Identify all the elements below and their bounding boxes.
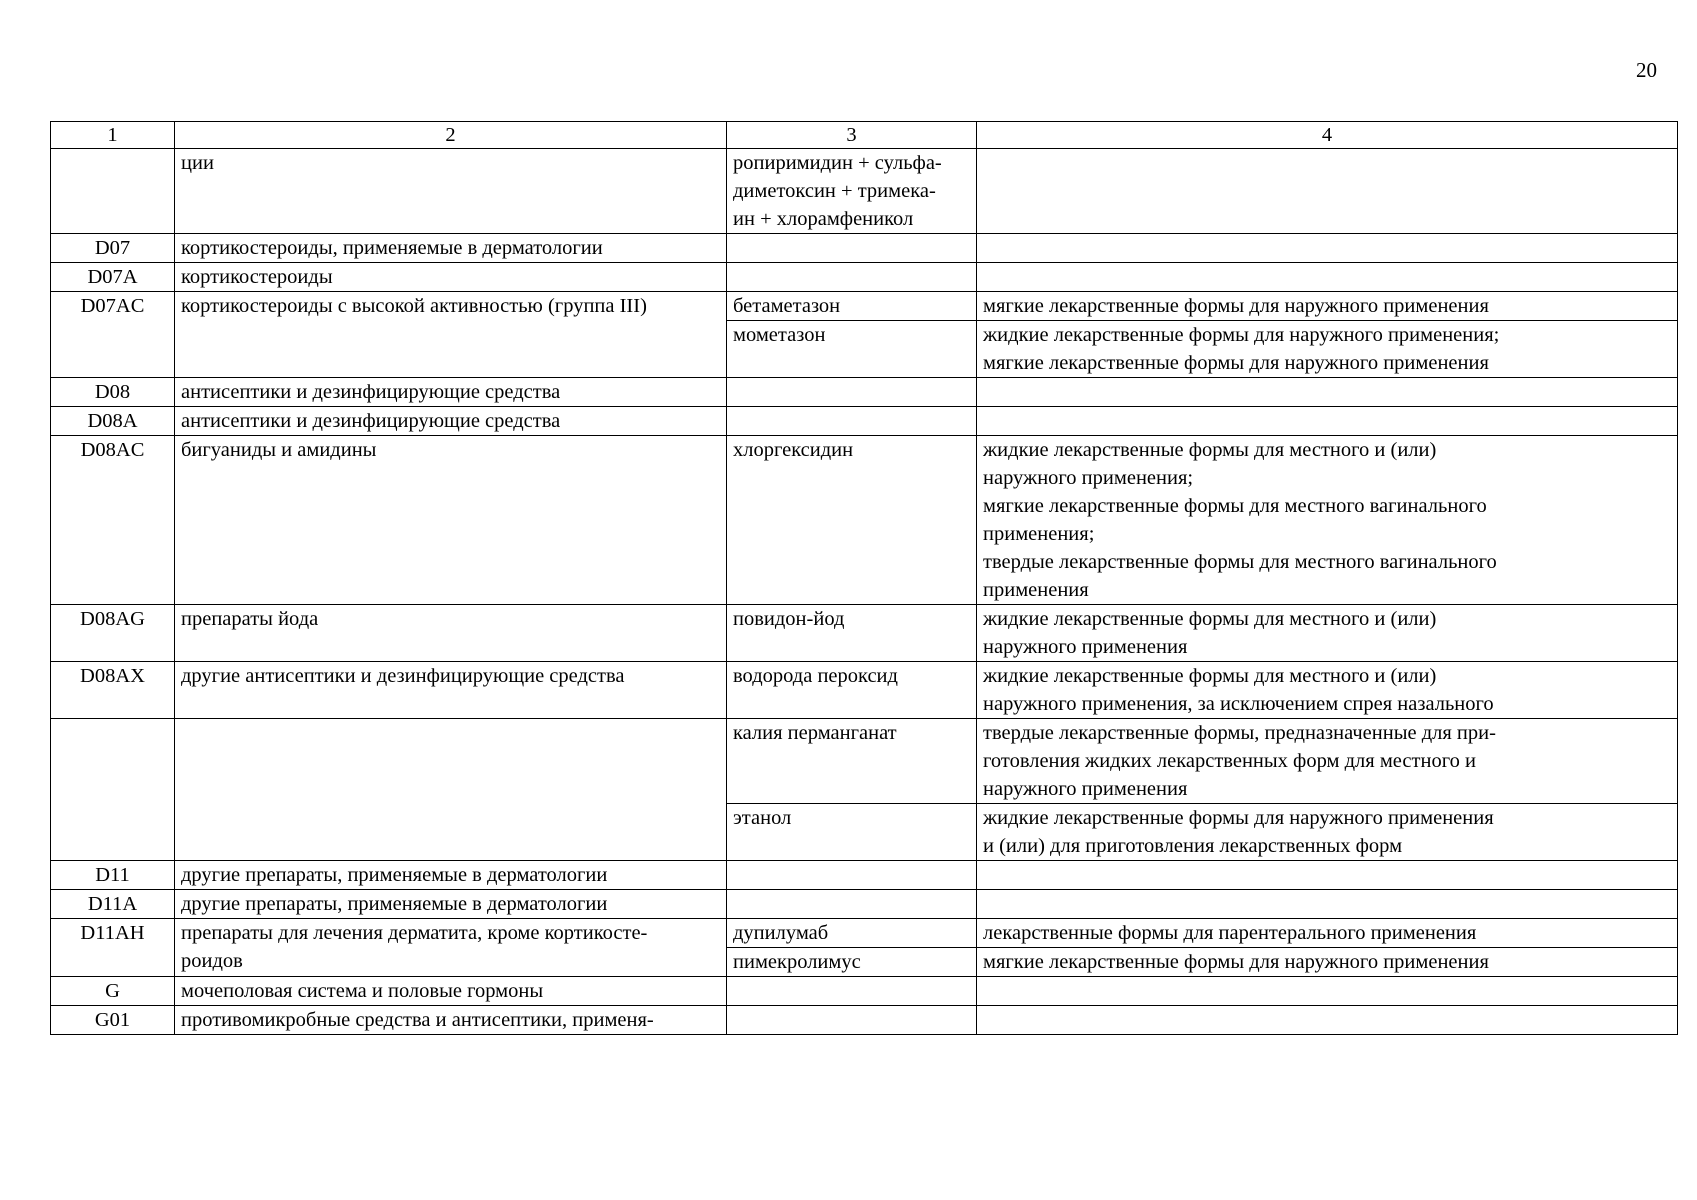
drug-name-line [733,861,970,889]
drug-entry [733,890,970,918]
dosage-form-line [983,1006,1671,1034]
atc-code-cell: D07AC [51,292,175,378]
dosage-form-entry [977,320,1677,377]
table-row [51,605,1678,662]
dosage-form-line: применения; [983,523,1095,545]
dosage-form-line [983,149,1671,177]
atc-code-cell: D08AX [51,662,175,719]
table-row [51,234,1678,263]
drug-entry [733,407,970,435]
dosage-form-line: мягкие лекарственные формы для наружного применения [983,951,1489,973]
drug-name-line [733,977,970,1005]
drug-entry [733,263,970,291]
drug-cell [727,378,977,407]
dosage-form-line: применения [983,579,1089,601]
drug-entry [727,803,976,860]
group-name-line: антисептики и дезинфицирующие средства [181,381,561,403]
drug-cell [727,977,977,1006]
group-name-cell [175,1006,727,1035]
atc-code-cell: D08A [51,407,175,436]
drug-entry [733,719,970,803]
drug-cell [727,919,977,977]
table-header-row [51,122,1678,149]
group-name-line: антисептики и дезинфицирующие средства [181,410,561,432]
drug-entry [733,234,970,262]
drug-entry [733,605,970,661]
atc-code-cell: D07A [51,263,175,292]
atc-code-cell [51,719,175,861]
drug-cell [727,861,977,890]
dosage-form-entry [977,803,1677,860]
dosage-form-entry [983,1006,1671,1034]
dosage-form-cell [977,263,1678,292]
dosage-form-line: мягкие лекарственные формы для наружного применения [983,295,1489,317]
table-row [51,436,1678,605]
group-name-line: ции [181,152,214,174]
drug-name-line: этанол [733,807,792,829]
drug-entry [733,1006,970,1034]
dosage-form-entry [983,977,1671,1005]
table-row [51,1006,1678,1035]
drug-name-line [733,263,970,291]
header-cell-4: 4 [977,122,1678,149]
group-name-cell [175,919,727,977]
dosage-form-entry [983,436,1671,604]
drug-entry [733,919,970,947]
dosage-form-line: готовления жидких лекарственных форм для местного и [983,750,1476,772]
dosage-form-cell [977,292,1678,378]
group-name-cell [175,292,727,378]
header-cell-1: 1 [51,122,175,149]
dosage-form-entry [983,662,1671,718]
dosage-form-entry [983,378,1671,406]
group-name-cell [175,605,727,662]
group-name-cell [175,407,727,436]
dosage-form-cell [977,919,1678,977]
group-name-line: кортикостероиды [181,266,333,288]
drug-entry [733,436,970,604]
drug-entry [733,861,970,889]
group-name-cell [175,234,727,263]
group-name-line: препараты для лечения дерматита, кроме кортикосте- [181,922,648,944]
drug-name-line [733,378,970,406]
atc-code-cell [51,149,175,234]
drug-name-line: хлоргексидин [733,439,854,461]
drug-entry [733,378,970,406]
atc-code-cell: G01 [51,1006,175,1035]
drug-name-line: диметоксин + тримека- [733,180,936,202]
dosage-form-line [983,977,1671,1005]
group-name-line: другие препараты, применяемые в дерматологии [181,864,608,886]
dosage-form-cell [977,977,1678,1006]
group-name-line: препараты йода [181,608,319,630]
atc-code-cell: G [51,977,175,1006]
atc-code-cell: D11 [51,861,175,890]
medication-table-body [51,122,1678,1035]
dosage-form-line: наружного применения [983,778,1188,800]
group-name-cell [175,263,727,292]
drug-entry [733,662,970,718]
group-name-line: кортикостероиды с высокой активностью (группа III) [181,295,647,317]
dosage-form-line: жидкие лекарственные формы для местного и (или) [983,665,1437,687]
group-name-cell [175,149,727,234]
group-name-cell [175,977,727,1006]
medication-table [50,121,1678,1035]
group-name-cell [175,861,727,890]
group-name-line: кортикостероиды, применяемые в дерматологии [181,237,603,259]
atc-code-cell: D08 [51,378,175,407]
group-name-line [181,719,720,747]
drug-entry [733,149,970,233]
dosage-form-cell [977,861,1678,890]
group-name-line: другие антисептики и дезинфицирующие средства [181,665,625,687]
dosage-form-line: жидкие лекарственные формы для местного и (или) [983,439,1437,461]
drug-cell [727,436,977,605]
table-row [51,919,1678,977]
group-name-line: роидов [181,950,243,972]
drug-name-line: пимекролимус [733,951,861,973]
dosage-form-entry [977,947,1677,976]
drug-cell [727,234,977,263]
dosage-form-line [983,234,1671,262]
table-row [51,407,1678,436]
drug-cell [727,890,977,919]
group-name-cell [175,890,727,919]
dosage-form-entry [983,263,1671,291]
atc-code-cell: D08AC [51,436,175,605]
dosage-form-line [983,861,1671,889]
dosage-form-entry [983,605,1671,661]
dosage-form-line: лекарственные формы для парентерального применения [983,922,1477,944]
table-row [51,292,1678,378]
group-name-line: противомикробные средства и антисептики, применя- [181,1009,654,1031]
drug-name-line [733,234,970,262]
dosage-form-line [983,378,1671,406]
dosage-form-line: жидкие лекарственные формы для наружного применения; [983,324,1500,346]
drug-cell [727,719,977,861]
drug-name-line: бетаметазон [733,295,841,317]
dosage-form-entry [983,919,1671,947]
drug-entry [727,947,976,976]
drug-cell [727,292,977,378]
dosage-form-line: наружного применения, за исключением спрея назального [983,693,1494,715]
drug-cell [727,407,977,436]
atc-code-cell: D07 [51,234,175,263]
dosage-form-cell [977,407,1678,436]
drug-cell [727,605,977,662]
dosage-form-cell [977,1006,1678,1035]
group-name-line: мочеполовая система и половые гормоны [181,980,544,1002]
atc-code-cell: D08AG [51,605,175,662]
table-row [51,977,1678,1006]
drug-name-line [733,1006,970,1034]
group-name-cell [175,378,727,407]
drug-name-line: дупилумаб [733,922,829,944]
table-row [51,890,1678,919]
dosage-form-cell [977,436,1678,605]
group-name-cell [175,719,727,861]
header-cell-3: 3 [727,122,977,149]
dosage-form-entry [983,890,1671,918]
atc-code-cell: D11A [51,890,175,919]
dosage-form-entry [983,719,1671,803]
drug-name-line [733,890,970,918]
dosage-form-cell [977,149,1678,234]
dosage-form-cell [977,605,1678,662]
drug-name-line: ин + хлорамфеникол [733,208,914,230]
drug-cell [727,1006,977,1035]
page-number: 20 [1636,58,1657,82]
dosage-form-line [983,407,1671,435]
dosage-form-entry [983,292,1671,320]
dosage-form-line: жидкие лекарственные формы для местного и (или) [983,608,1437,630]
dosage-form-cell [977,662,1678,719]
drug-cell [727,662,977,719]
drug-entry [727,320,976,377]
table-row [51,861,1678,890]
dosage-form-cell [977,719,1678,861]
group-name-line: другие препараты, применяемые в дерматологии [181,893,608,915]
drug-name-line: мометазон [733,324,826,346]
table-row [51,378,1678,407]
drug-cell [727,263,977,292]
atc-code-cell: D11AH [51,919,175,977]
drug-name-line [733,407,970,435]
dosage-form-cell [977,234,1678,263]
dosage-form-cell [977,378,1678,407]
dosage-form-line: твердые лекарственные формы для местного вагинального [983,551,1497,573]
drug-name-line: повидон-йод [733,608,845,630]
group-name-cell [175,436,727,605]
dosage-form-entry [983,234,1671,262]
dosage-form-entry [983,407,1671,435]
header-cell-2: 2 [175,122,727,149]
dosage-form-entry [983,861,1671,889]
dosage-form-line: и (или) для приготовления лекарственных форм [983,835,1403,857]
dosage-form-line: твердые лекарственные формы, предназначенные для при- [983,722,1496,744]
dosage-form-entry [983,149,1671,233]
table-row [51,263,1678,292]
drug-entry [733,977,970,1005]
table-row [51,719,1678,861]
dosage-form-line: мягкие лекарственные формы для наружного применения [983,352,1489,374]
dosage-form-line: жидкие лекарственные формы для наружного применения [983,807,1494,829]
dosage-form-line: мягкие лекарственные формы для местного вагинального [983,495,1487,517]
drug-entry [733,292,970,320]
table-row [51,149,1678,234]
dosage-form-cell [977,890,1678,919]
table-row [51,662,1678,719]
dosage-form-line: наружного применения; [983,467,1194,489]
drug-cell [727,149,977,234]
group-name-line: бигуаниды и амидины [181,439,377,461]
dosage-form-line: наружного применения [983,636,1188,658]
drug-name-line: водорода пероксид [733,665,898,687]
drug-name-line: ропиримидин + сульфа- [733,152,942,174]
group-name-cell [175,662,727,719]
dosage-form-line [983,263,1671,291]
drug-name-line: калия перманганат [733,722,897,744]
dosage-form-line [983,890,1671,918]
